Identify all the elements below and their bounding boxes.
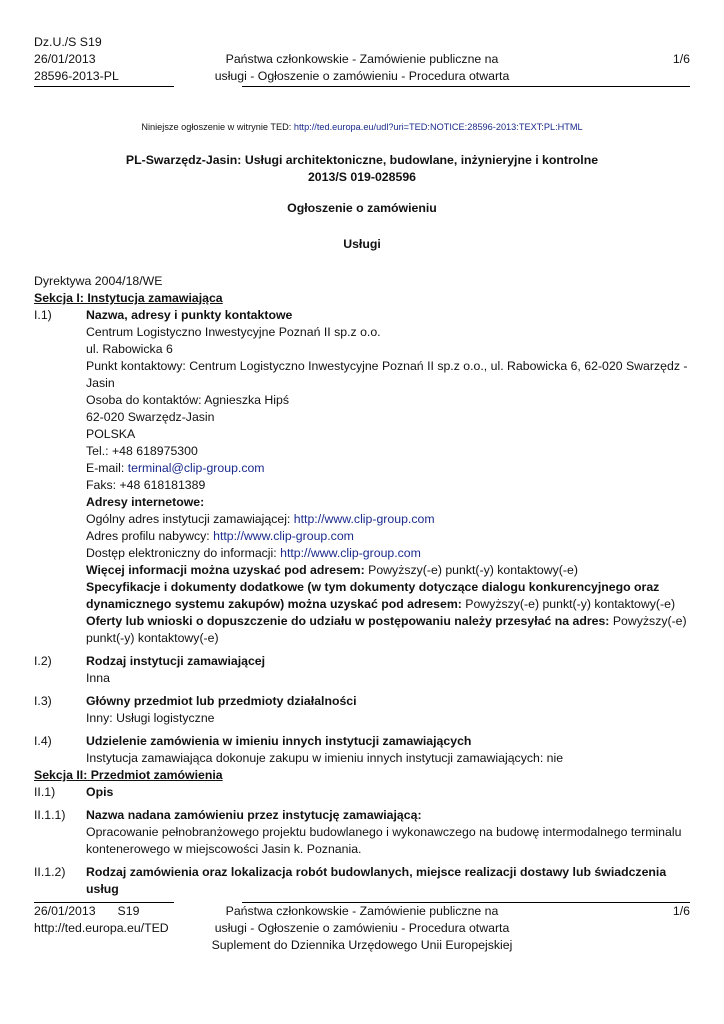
item-II-1-1: II.1.1) Nazwa nadana zamówieniu przez instytucję zamawiającą: Opracowanie pełnobranżowego projektu budowlanego i wykonawczego na budowę intermodalnego terminalu kontenerowego w miejscowości Jasin k. Poznania. xyxy=(34,808,682,856)
item-II-1-2: II.1.2) Rodzaj zamówienia oraz lokalizacja robót budowlanych, miejsce realizacji dostawy lub świadczenia usług xyxy=(34,865,667,896)
email-link[interactable]: terminal@clip-group.com xyxy=(127,461,265,475)
buyer-profile-link[interactable]: http://www.clip-group.com xyxy=(213,529,354,543)
section-1-heading: Sekcja I: Instytucja zamawiająca xyxy=(34,291,223,305)
document-body xyxy=(34,273,690,898)
footer-url: http://ted.europa.eu/TED xyxy=(34,921,169,935)
ted-notice: Niniejsze ogłoszenie w witrynie TED: http://ted.europa.eu/udl?uri=TED:NOTICE:28596-2013:TEXT:PL:HTML xyxy=(141,122,583,132)
contract-type: Usługi xyxy=(343,237,381,251)
notice-type: Ogłoszenie o zamówieniu xyxy=(287,201,437,215)
header-divider-right xyxy=(242,86,690,87)
item-I-1: I.1) Nazwa, adresy i punkty kontaktowe Centrum Logistyczno Inwestycyjne Poznań II sp.z o.o. ul. Rabowicka 6 Punkt kontaktowy: Centrum Logistyczno Inwestycyjne Poznań II sp.z o.o., ul. Rabowicka 6, 62-020 Swarzędz - Jasin Osoba do kontaktów: Agnieszka Hipś 62-020 Swarzędz-Jasin POLSKA Tel.: +48 618975300 E-mail: terminal@clip-group.com Faks: +48 618181389 Adresy internetowe: Ogólny adres instytucji zamawiającej: http://www.clip-group.com Adres profilu nabywcy: http://www.clip-group.com Dostęp elektroniczny do informacji: http://www.clip-group.com Więcej informacji można uzyskać pod adresem: Powyższy(-e) punkt(-y) kontaktowy(-e) Specyfikacje i dokumenty dodatkowe (w tym dokumenty dotyczące dialogu konkurencyjnego oraz dynamicznego systemu zakupów) można uzyskać pod adresem: Powyższy(-e) punkt(-y) kontaktowy(-e) Oferty lub wnioski o dopuszczenie do udziału w postępowaniu należy przesyłać na adres: Powyższy(-e) punkt(-y) kontaktowy(-e) xyxy=(34,308,688,645)
header-divider-left xyxy=(34,86,174,87)
document-title: PL-Swarzędz-Jasin: Usługi architektoniczne, budowlane, inżynieryjne i kontrolne 2013/S 019-028596 xyxy=(125,153,599,184)
notice-number: 28596-2013-PL xyxy=(34,69,119,83)
item-I-3: I.3) Główny przedmiot lub przedmioty działalności Inny: Usługi logistyczne xyxy=(34,694,357,725)
header-title: Państwa członkowskie - Zamówienie publiczne na usługi - Ogłoszenie o zamówieniu - Procedura otwarta xyxy=(214,52,510,83)
footer-left: 26/01/2013 S19 http://ted.europa.eu/TED xyxy=(34,904,169,935)
section-2-heading: Sekcja II: Przedmiot zamówienia xyxy=(34,768,223,782)
doc-date: 26/01/2013 xyxy=(34,52,96,66)
item-I-2: I.2) Rodzaj instytucji zamawiającej Inna xyxy=(34,654,266,685)
general-address-link[interactable]: http://www.clip-group.com xyxy=(293,512,435,526)
doc-id: Dz.U./S S19 xyxy=(34,35,102,49)
electronic-access-link[interactable]: http://www.clip-group.com xyxy=(280,546,421,560)
ted-notice-link[interactable]: http://ted.europa.eu/udl?uri=TED:NOTICE:28596-2013:TEXT:PL:HTML xyxy=(293,122,583,132)
footer-title: Państwa członkowskie - Zamówienie publiczne na usługi - Ogłoszenie o zamówieniu - Procedura otwarta Suplement do Dziennika Urzędowego Unii Europejskiej xyxy=(211,904,513,952)
directive: Dyrektywa 2004/18/WE xyxy=(34,274,163,288)
header-page-number: 1/6 xyxy=(672,52,690,66)
item-I-4: I.4) Udzielenie zamówienia w imieniu innych instytucji zamawiających Instytucja zamawiająca dokonuje zakupu w imieniu innych instytucji zamawiających: nie xyxy=(34,734,564,765)
footer-page-number: 1/6 xyxy=(672,904,690,918)
item-II-1: II.1) Opis xyxy=(34,785,114,799)
